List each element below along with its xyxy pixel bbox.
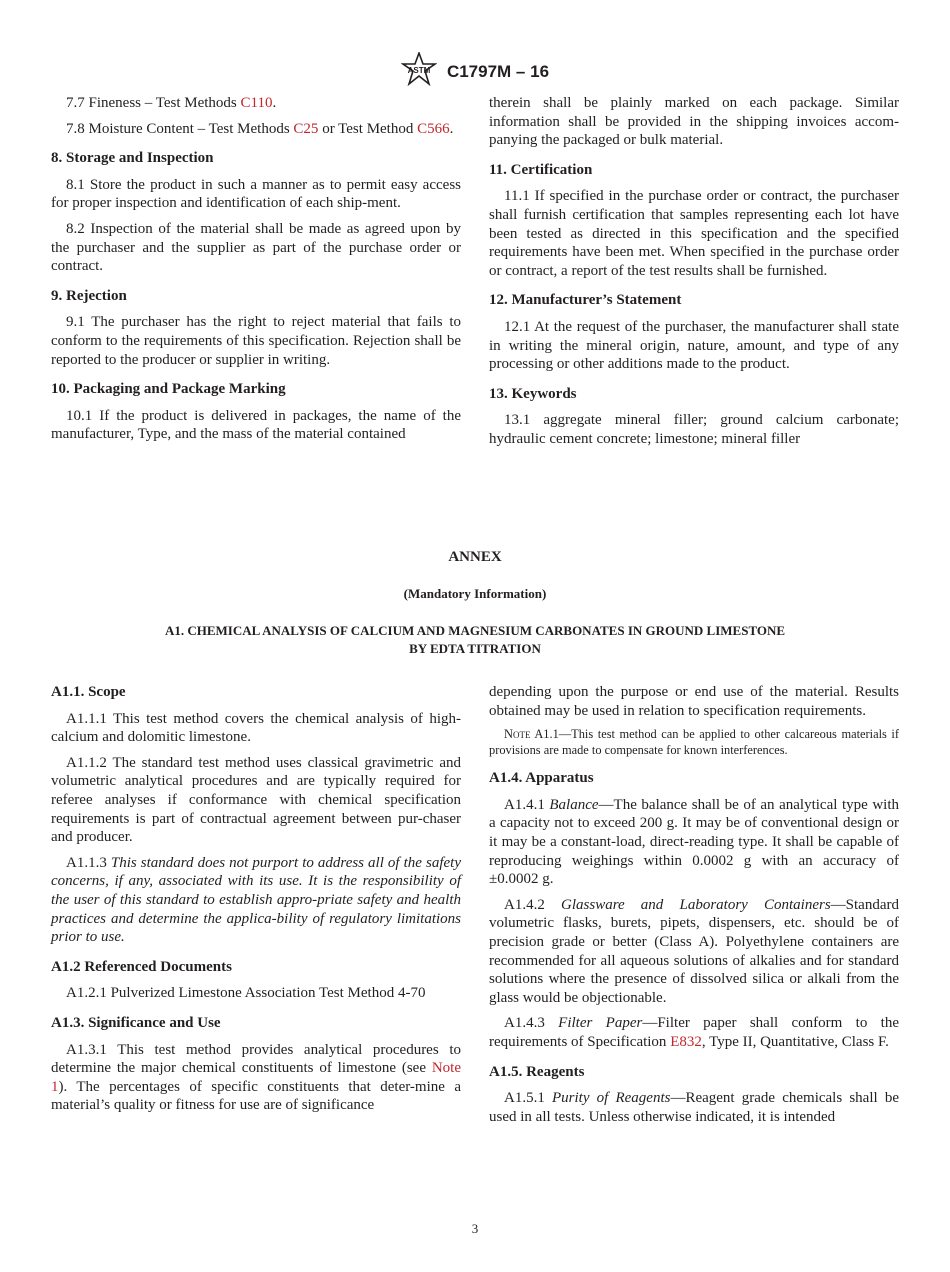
svg-text:ASTM: ASTM <box>407 66 431 75</box>
note-1-link[interactable]: Note 1 <box>51 1060 461 1095</box>
c110-link[interactable]: C110 <box>240 95 273 111</box>
paragraph-9-1: 9.1 The purchaser has the right to reject material that fails to conform to the requirements of this specification. Rejection shall be reported to the producer or supplier in writing. <box>51 314 461 368</box>
paragraph-a1-3-1-continued: depending upon the purpose or end use of the material. Results obtained may be used in relation to specification requirements. <box>489 684 899 719</box>
top-left-column <box>51 94 461 451</box>
note-a1-1: Note A1.1—This test method can be applied to other calcareous materials if provisions are made to compensate for known interferences. <box>489 727 899 757</box>
paragraph-10-1-continued: therein shall be plainly marked on each package. Similar information shall be provided in the shipping invoices accom-panying the packaged or bulk material. <box>489 95 899 149</box>
paragraph-12-1: 12.1 At the request of the purchaser, the manufacturer shall state in writing the mineral origin, nature, amount, and type of any processing or other additions made to the product. <box>489 318 899 373</box>
paragraph-a1-1-1: A1.1.1 This test method covers the chemical analysis of high-calcium and dolomitic limestone. <box>51 710 461 746</box>
annex-title: ANNEX <box>448 549 502 565</box>
section-a1-3-heading: A1.3. Significance and Use <box>51 1014 221 1031</box>
top-right-column <box>489 94 899 456</box>
e832-link[interactable]: E832 <box>670 1033 702 1050</box>
paragraph-11-1: 11.1 If specified in the purchase order or contract, the purchaser shall furnish certification that samples representing each lot have been tested as directed in this specification and the specified requirements have been met. When specified in the purchase order or contract, a report of the test results shall be furnished. <box>489 188 899 279</box>
section-11-heading: 11. Certification <box>489 161 593 178</box>
page-header <box>0 52 950 91</box>
paragraph-7-8: 7.8 Moisture Content – Test Methods C25 or Test Method C566. <box>66 120 454 137</box>
bottom-right-column <box>489 683 899 1133</box>
paragraph-13-1: 13.1 aggregate mineral filler; ground calcium carbonate; hydraulic cement concrete; limestone; mineral filler <box>489 412 899 447</box>
annex-subtitle: (Mandatory Information) <box>403 586 547 601</box>
section-13-heading: 13. Keywords <box>489 385 577 402</box>
annex-heading-line-2: BY EDTA TITRATION <box>409 641 541 656</box>
section-a1-2-heading: A1.2 Referenced Documents <box>51 958 232 975</box>
paragraph-a1-4-1: A1.4.1 Balance—The balance shall be of an analytical type with a capacity not to exceed 200 g. It may be of conventional design or it may be a constant-load, direct-reading type. It shall be capable of reproducing weighings within 0.0002 g with an accuracy of ±0.0002 g. <box>489 796 899 888</box>
paragraph-a1-5-1: A1.5.1 Purity of Reagents—Reagent grade chemicals shall be used in all tests. Unless otherwise indicated, it is intended <box>489 1090 899 1125</box>
bottom-left-column <box>51 683 461 1122</box>
page-number: 3 <box>471 1221 479 1236</box>
section-a1-4-heading: A1.4. Apparatus <box>489 770 594 787</box>
c566-link[interactable]: C566 <box>417 120 450 137</box>
section-8-heading: 8. Storage and Inspection <box>51 150 214 167</box>
section-10-heading: 10. Packaging and Package Marking <box>51 381 286 398</box>
paragraph-a1-1-2: A1.1.2 The standard test method uses classical gravimetric and volumetric analytical procedures and are typically required for referee analyses if conformance with chemical specification requirements is part of contractual agreement between pur-chaser and producer. <box>51 754 461 846</box>
paragraph-a1-4-2: A1.4.2 Glassware and Laboratory Containers—Standard volumetric flasks, burets, pipets, dispensers, etc. should be of precision grade or better (Class A). Polyethylene containers are recommended for all aqueous solutions of alkalies and for standard solutions where the presence of dissolved silica or alkali from the glass would be objectionable. <box>489 896 899 1006</box>
c25-link[interactable]: C25 <box>293 120 319 137</box>
paragraph-8-2: 8.2 Inspection of the material shall be made as agreed upon by the purchaser and the supplier as part of the purchase order or contract. <box>51 220 461 275</box>
paragraph-8-1: 8.1 Store the product in such a manner as to permit easy access for proper inspection and identification of each ship-ment. <box>51 176 461 212</box>
paragraph-a1-1-3: A1.1.3 This standard does not purport to address all of the safety concerns, if any, associated with its use. It is the responsibility of the user of this standard to establish appro-priate safety and health practices and determine the applica-bility of regulatory limitations prior to use. <box>51 854 461 946</box>
annex-heading <box>51 622 899 658</box>
paragraph-a1-2-1: A1.2.1 Pulverized Limestone Association Test Method 4-70 <box>66 985 426 1002</box>
paragraph-10-1: 10.1 If the product is delivered in packages, the name of the manufacturer, Type, and the mass of the material contained <box>51 407 461 443</box>
astm-logo-icon <box>401 52 437 91</box>
document-id: C1797M – 16 <box>446 61 550 81</box>
paragraph-7-7: 7.7 Fineness – Test Methods C110. <box>66 95 277 111</box>
paragraph-a1-3-1: A1.3.1 This test method provides analytical procedures to determine the major chemical constituents of limestone (see Note 1). The percentages of specific constituents that deter-mine a material’s quality or fitness for use are of significance <box>51 1041 461 1114</box>
annex-heading-line-1: A1. CHEMICAL ANALYSIS OF CALCIUM AND MAGNESIUM CARBONATES IN GROUND LIMESTONE <box>164 623 786 638</box>
section-9-heading: 9. Rejection <box>51 287 127 304</box>
section-12-heading: 12. Manufacturer’s Statement <box>489 292 682 309</box>
paragraph-a1-4-3: A1.4.3 Filter Paper—Filter paper shall conform to the requirements of Specification E832, Type II, Quantitative, Class F. <box>489 1015 899 1050</box>
section-a1-5-heading: A1.5. Reagents <box>489 1063 585 1080</box>
section-a1-1-heading: A1.1. Scope <box>51 684 126 700</box>
